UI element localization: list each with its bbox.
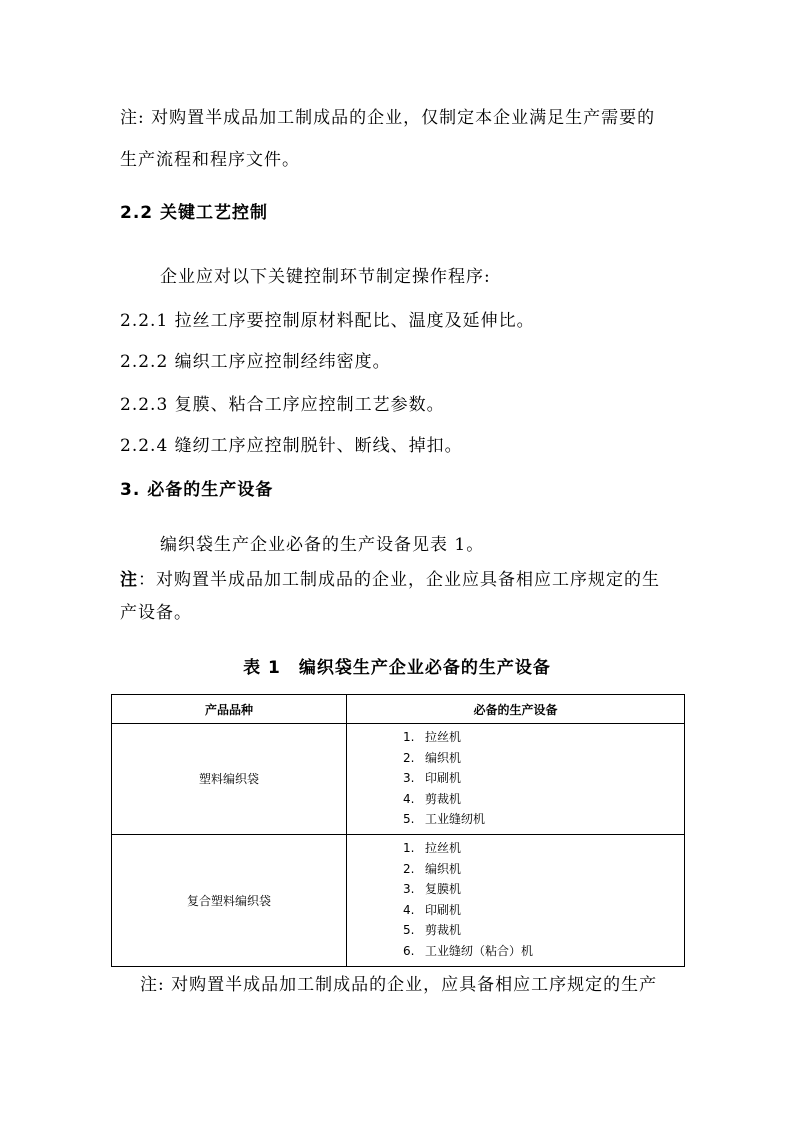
equipment-item-number: 2. bbox=[403, 861, 415, 876]
equipment-item bbox=[403, 809, 684, 830]
section-heading-2-2: 2.2 关键工艺控制 bbox=[120, 203, 269, 223]
equipment-intro-paragraph: 编织袋生产企业必备的生产设备见表 1。 bbox=[160, 535, 485, 555]
equipment-item-number: 3. bbox=[403, 882, 415, 897]
equipment-item-number: 5. bbox=[403, 923, 415, 938]
equipment-cell bbox=[347, 724, 685, 835]
equipment-item-number: 3. bbox=[403, 771, 415, 786]
equipment-item-name: 工业缝纫机 bbox=[425, 812, 486, 827]
equipment-list bbox=[347, 838, 684, 962]
intro-paragraph: 企业应对以下关键控制环节制定操作程序: bbox=[160, 267, 491, 287]
equipment-item-number: 1. bbox=[403, 730, 415, 744]
equipment-item-number: 2. bbox=[403, 750, 415, 765]
equipment-item-name: 印刷机 bbox=[425, 771, 462, 786]
equipment-item-number: 1. bbox=[403, 840, 415, 855]
equipment-list bbox=[347, 727, 684, 830]
equipment-table bbox=[111, 694, 685, 967]
equipment-item-name: 剪裁机 bbox=[425, 923, 462, 938]
equipment-item-number: 4. bbox=[403, 902, 415, 917]
equipment-item bbox=[403, 727, 684, 748]
equipment-item-name: 拉丝机 bbox=[425, 840, 462, 855]
product-cell: 塑料编织袋 bbox=[112, 724, 347, 835]
equipment-item bbox=[403, 768, 684, 789]
equipment-item-name: 剪裁机 bbox=[425, 791, 462, 806]
equipment-item bbox=[403, 941, 684, 962]
equipment-item bbox=[403, 920, 684, 941]
header-required-equipment: 必备的生产设备 bbox=[347, 695, 685, 724]
note-2-prefix: 注 bbox=[120, 570, 138, 590]
equipment-cell bbox=[347, 834, 685, 966]
section-heading-3: 3. 必备的生产设备 bbox=[120, 480, 274, 500]
equipment-item-name: 拉丝机 bbox=[425, 730, 462, 744]
equipment-item-name: 复膜机 bbox=[425, 882, 462, 897]
equipment-item bbox=[403, 748, 684, 769]
equipment-item-name: 编织机 bbox=[425, 861, 462, 876]
table-caption-label: 表 1 bbox=[243, 658, 281, 678]
equipment-item-name: 工业缝纫（粘合）机 bbox=[425, 943, 534, 958]
equipment-item bbox=[403, 879, 684, 900]
note-paragraph-line-1: 注: 对购置半成品加工制成品的企业，仅制定本企业满足生产需要的 bbox=[120, 108, 656, 128]
equipment-item-name: 编织机 bbox=[425, 750, 462, 765]
equipment-item-number: 6. bbox=[403, 943, 415, 958]
equipment-item bbox=[403, 859, 684, 880]
table-header-row bbox=[112, 695, 685, 724]
list-item-2-2-1: 2.2.1 拉丝工序要控制原材料配比、温度及延伸比。 bbox=[120, 311, 535, 331]
list-item-2-2-4: 2.2.4 缝纫工序应控制脱针、断线、掉扣。 bbox=[120, 436, 463, 456]
equipment-item-number: 4. bbox=[403, 791, 415, 806]
table-caption bbox=[0, 656, 794, 680]
note-2-line-1 bbox=[120, 568, 660, 592]
product-cell: 复合塑料编织袋 bbox=[112, 834, 347, 966]
note-2-line-1-text: ：对购置半成品加工制成品的企业，企业应具备相应工序规定的生 bbox=[138, 570, 660, 590]
equipment-item bbox=[403, 900, 684, 921]
note-paragraph-line-2: 生产流程和程序文件。 bbox=[120, 150, 300, 170]
table-row bbox=[112, 724, 685, 835]
table-caption-title: 编织袋生产企业必备的生产设备 bbox=[298, 658, 551, 678]
equipment-item-number: 5. bbox=[403, 812, 415, 827]
note-2-line-2: 产设备。 bbox=[120, 603, 192, 623]
note-3-line-1: 注: 对购置半成品加工制成品的企业，应具备相应工序规定的生产 bbox=[140, 975, 658, 995]
equipment-item bbox=[403, 838, 684, 859]
list-item-2-2-3: 2.2.3 复膜、粘合工序应控制工艺参数。 bbox=[120, 395, 445, 415]
header-product-type: 产品品种 bbox=[112, 695, 347, 724]
equipment-item bbox=[403, 789, 684, 810]
table-row bbox=[112, 834, 685, 966]
equipment-item-name: 印刷机 bbox=[425, 902, 462, 917]
list-item-2-2-2: 2.2.2 编织工序应控制经纬密度。 bbox=[120, 352, 391, 372]
